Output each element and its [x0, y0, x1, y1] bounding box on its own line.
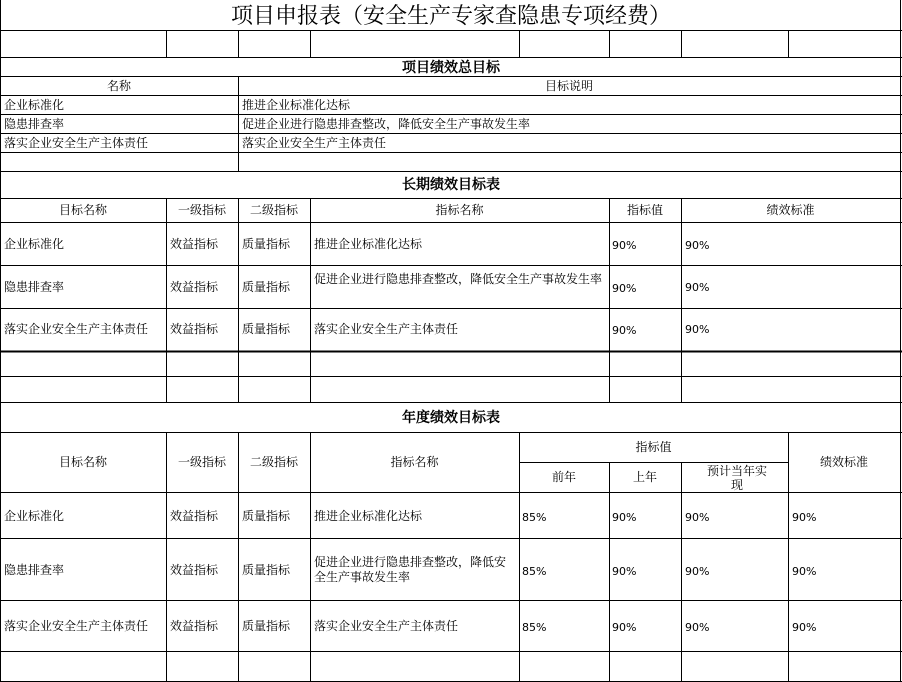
an-header-value-group: 指标值	[635, 440, 672, 454]
an-cell-standard: 90%	[792, 565, 817, 578]
an-header-expected: 预计当年实现	[707, 464, 768, 492]
lt-cell-lvl1: 效益指标	[170, 322, 219, 336]
lt-cell-target: 落实企业安全生产主体责任	[4, 322, 149, 336]
an-cell-lvl1: 效益指标	[170, 619, 219, 633]
an-header-prev-year: 前年	[551, 470, 576, 484]
lt-cell-target: 隐患排查率	[4, 280, 65, 294]
lt-header-standard: 绩效标准	[766, 203, 815, 217]
an-header-last-year: 上年	[632, 470, 657, 484]
lt-cell-standard: 90%	[685, 281, 710, 294]
an-cell-target: 落实企业安全生产主体责任	[4, 619, 149, 633]
an-cell-expected: 90%	[685, 621, 710, 634]
lt-header-target: 目标名称	[58, 203, 107, 217]
overall-col-name: 名称	[106, 79, 131, 93]
an-cell-last: 90%	[612, 511, 637, 524]
lt-cell-indicator: 推进企业标准化达标	[314, 237, 423, 251]
an-cell-indicator: 推进企业标准化达标	[314, 509, 423, 523]
an-header-indicator: 指标名称	[390, 455, 439, 469]
an-cell-target: 隐患排查率	[4, 563, 65, 577]
lt-header-lvl1: 一级指标	[177, 203, 226, 217]
overall-row-desc: 落实企业安全生产主体责任	[242, 136, 387, 150]
an-cell-standard: 90%	[792, 621, 817, 634]
overall-col-desc: 目标说明	[544, 79, 593, 93]
lt-header-lvl2: 二级指标	[249, 203, 298, 217]
an-cell-last: 90%	[612, 565, 637, 578]
lt-cell-lvl2: 质量指标	[242, 280, 291, 294]
lt-cell-standard: 90%	[685, 323, 710, 336]
an-cell-indicator: 落实企业安全生产主体责任	[314, 619, 459, 633]
an-cell-lvl1: 效益指标	[170, 563, 219, 577]
an-cell-expected: 90%	[685, 565, 710, 578]
lt-cell-value: 90%	[612, 282, 637, 295]
an-cell-last: 90%	[612, 621, 637, 634]
lt-cell-target: 企业标准化	[4, 237, 65, 251]
an-cell-prev: 85%	[522, 565, 547, 578]
overall-row-desc: 推进企业标准化达标	[242, 98, 351, 112]
lt-cell-lvl2: 质量指标	[242, 322, 291, 336]
lt-cell-standard: 90%	[685, 239, 710, 252]
an-cell-lvl2: 质量指标	[242, 619, 291, 633]
long-term-heading: 长期绩效目标表	[402, 177, 500, 193]
an-cell-lvl1: 效益指标	[170, 509, 219, 523]
lt-header-value: 指标值	[626, 203, 663, 217]
lt-cell-value: 90%	[612, 239, 637, 252]
an-cell-expected: 90%	[685, 511, 710, 524]
an-header-lvl2: 二级指标	[249, 455, 298, 469]
an-cell-prev: 85%	[522, 511, 547, 524]
an-cell-prev: 85%	[522, 621, 547, 634]
lt-cell-lvl2: 质量指标	[242, 237, 291, 251]
an-cell-lvl2: 质量指标	[242, 563, 291, 577]
an-cell-indicator: 促进企业进行隐患排查整改，降低安全生产事故发生率	[314, 555, 507, 584]
an-cell-standard: 90%	[792, 511, 817, 524]
an-header-standard: 绩效标准	[819, 455, 868, 469]
lt-cell-lvl1: 效益指标	[170, 237, 219, 251]
annual-heading: 年度绩效目标表	[402, 410, 500, 426]
lt-cell-lvl1: 效益指标	[170, 280, 219, 294]
an-header-lvl1: 一级指标	[177, 455, 226, 469]
overall-heading: 项目绩效总目标	[402, 60, 500, 76]
overall-row-name: 隐患排查率	[4, 117, 65, 131]
overall-row-desc: 促进企业进行隐患排查整改，降低安全生产事故发生率	[242, 117, 531, 131]
an-header-target: 目标名称	[58, 455, 107, 469]
overall-row-name: 企业标准化	[4, 98, 65, 112]
lt-cell-value: 90%	[612, 324, 637, 337]
an-cell-lvl2: 质量指标	[242, 509, 291, 523]
lt-header-indicator: 指标名称	[435, 203, 484, 217]
page-title: 项目申报表（安全生产专家查隐患专项经费）	[230, 4, 671, 29]
lt-cell-indicator: 落实企业安全生产主体责任	[314, 322, 459, 336]
overall-row-name: 落实企业安全生产主体责任	[4, 136, 149, 150]
an-cell-target: 企业标准化	[4, 509, 65, 523]
lt-cell-indicator: 促进企业进行隐患排查整改，降低安全生产事故发生率	[314, 272, 603, 286]
